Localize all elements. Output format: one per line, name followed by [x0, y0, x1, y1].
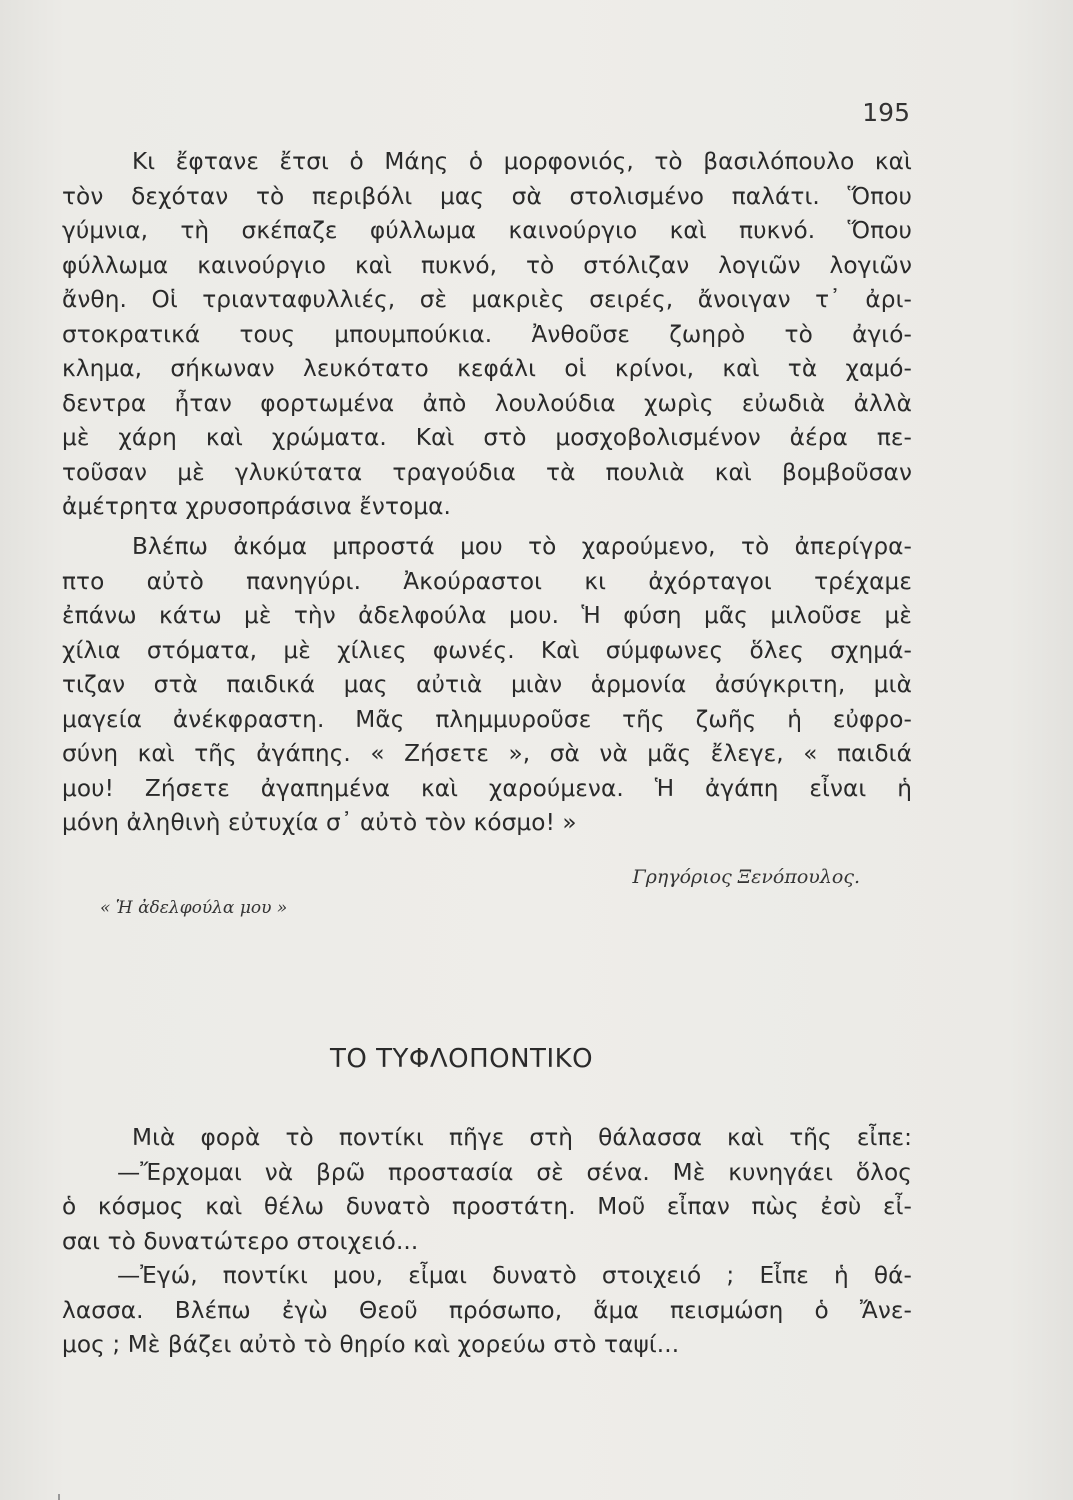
text-line: τὸν δεχόταν τὸ περιβόλι μας σὰ στολισμένο παλάτι. Ὅπου: [62, 182, 912, 210]
text-line: ἐπάνω κάτω μὲ τὴν ἀδελφούλα μου. Ἡ φύση μᾶς μιλοῦσε μὲ: [62, 602, 912, 629]
text-line: μόνη ἀληθινὴ εὐτυχία σ᾽ αὐτὸ τὸν κόσμο! »: [62, 809, 577, 836]
page-number: 195: [862, 98, 910, 127]
text-line: στοκρατικά τους μπουμπούκια. Ἀνθοῦσε ζωηρὸ τὸ ἀγιό-: [62, 320, 912, 348]
text-line: δεντρα ἦταν φορτωμένα ἀπὸ λουλούδια χωρὶς εὐωδιὰ ἀλλὰ: [62, 389, 912, 417]
text-line: σύνη καὶ τῆς ἀγάπης. « Ζήσετε », σὰ νὰ μᾶς ἔλεγε, « παιδιά: [62, 740, 912, 767]
text-line: κλημα, σήκωναν λευκότατο κεφάλι οἱ κρίνοι, καὶ τὰ χαμό-: [62, 355, 912, 382]
text-line: Βλέπω ἀκόμα μπροστά μου τὸ χαρούμενο, τὸ ἀπερίγρα-: [132, 533, 912, 560]
paragraph-4: [62, 1259, 912, 1363]
paragraph-3: [62, 1121, 912, 1259]
scan-mark: [58, 1494, 60, 1500]
text-line: Κι ἔφτανε ἔτσι ὁ Μάης ὁ μορφονιός, τὸ βασιλόπουλο καὶ: [132, 148, 912, 175]
text-line: σαι τὸ δυνατώτερο στοιχειό...: [62, 1227, 419, 1255]
text-line: μαγεία ἀνέκφραστη. Μᾶς πλημμυροῦσε τῆς ζωῆς ἡ εὐφρο-: [62, 705, 912, 733]
text-line: Μιὰ φορὰ τὸ ποντίκι πῆγε στὴ θάλασσα καὶ τῆς εἶπε:: [132, 1124, 912, 1151]
paragraph-1: [62, 145, 912, 525]
text-line: ὁ κόσμος καὶ θέλω δυνατὸ προστάτη. Μοῦ εἶπαν πὼς ἐσὺ εἶ-: [62, 1193, 912, 1220]
text-line: ἀμέτρητα χρυσοπράσινα ἔντομα.: [62, 493, 452, 520]
text-line: μος ; Μὲ βάζει αὐτὸ τὸ θηρίο καὶ χορεύω στὸ ταψί...: [62, 1331, 680, 1358]
text-line: —Ἐγώ, ποντίκι μου, εἶμαι δυνατὸ στοιχειό ; Εἶπε ἡ θά-: [117, 1262, 912, 1289]
author-signature: Γρηγόριος Ξενόπουλος.: [632, 866, 860, 888]
text-line: γύμνια, τὴ σκέπαζε φύλλωμα καινούργιο καὶ πυκνό. Ὅπου: [62, 217, 912, 244]
text-line: πτο αὐτὸ πανηγύρι. Ἀκούραστοι κι ἀχόρταγοι τρέχαμε: [62, 567, 912, 595]
text-line: φύλλωμα καινούργιο καὶ πυκνό, τὸ στόλιζαν λογιῶν λογιῶν: [62, 251, 912, 279]
text-line: λασσα. Βλέπω ἐγὼ Θεοῦ πρόσωπο, ἅμα πεισμώση ὁ Ἄνε-: [62, 1296, 912, 1324]
paragraph-2: [62, 530, 912, 841]
text-line: —Ἔρχομαι νὰ βρῶ προστασία σὲ σένα. Μὲ κυνηγάει ὅλος: [117, 1158, 912, 1186]
text-line: τιζαν στὰ παιδικά μας αὐτιὰ μιὰν ἁρμονία ἀσύγκριτη, μιὰ: [62, 671, 912, 698]
text-line: μου! Ζήσετε ἀγαπημένα καὶ χαρούμενα. Ἡ ἀγάπη εἶναι ἡ: [62, 774, 912, 802]
text-line: ἄνθη. Οἱ τριανταφυλλιές, σὲ μακριὲς σειρές, ἄνοιγαν τ᾽ ἀρι-: [62, 286, 912, 313]
source-title: « Ἡ ἀδελφούλα μου »: [100, 898, 288, 918]
text-line: μὲ χάρη καὶ χρώματα. Καὶ στὸ μοσχοβολισμένον ἀέρα πε-: [62, 424, 912, 451]
text-line: τοῦσαν μὲ γλυκύτατα τραγούδια τὰ πουλιὰ καὶ βομβοῦσαν: [62, 458, 912, 486]
text-line: χίλια στόματα, μὲ χίλιες φωνές. Καὶ σύμφωνες ὅλες σχημά-: [62, 636, 912, 664]
section-title: ΤΟ ΤΥΦΛΟΠΟΝΤΙΚΟ: [330, 1044, 594, 1074]
